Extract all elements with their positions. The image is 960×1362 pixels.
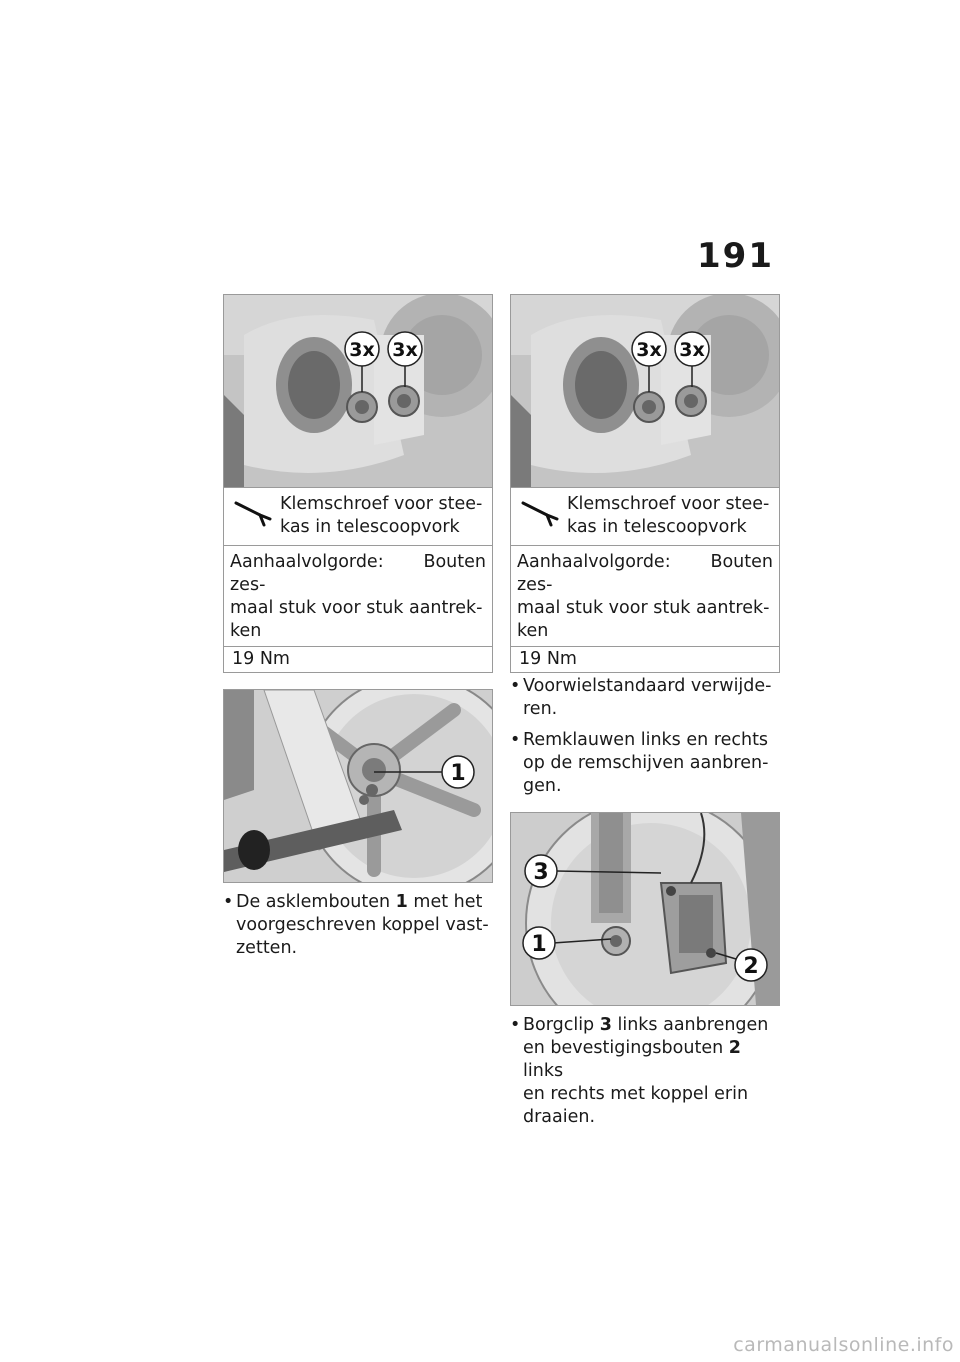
callout-3: 3 <box>533 860 549 885</box>
callout-3x-right-r: 3x <box>679 339 705 361</box>
fork-clamp-illustration-right <box>511 295 779 487</box>
bullet-line3: gen. <box>523 776 562 796</box>
bullet-line2-pre: en bevestigingsbouten <box>523 1038 729 1058</box>
axle-illustration <box>224 690 492 882</box>
spec-header <box>224 488 492 546</box>
bullet-text-pre: Borgclip <box>523 1015 600 1035</box>
bullet-line2: op de remschijven aanbren- <box>523 753 769 773</box>
bullet-dot: • <box>510 730 521 750</box>
right-column <box>510 294 780 1129</box>
spec-title-line1: Klemschroef voor stee- <box>280 494 483 514</box>
bullet-dot: • <box>510 676 521 696</box>
callout-1: 1 <box>531 932 547 957</box>
bullet-dot: • <box>223 892 234 912</box>
ref-number-3: 3 <box>599 1015 612 1035</box>
spec-header <box>511 488 779 546</box>
bullet-line2-post: links <box>523 1061 564 1081</box>
torque-wrench-icon <box>517 493 563 527</box>
left-column <box>223 294 493 960</box>
fork-clamp-figure <box>223 294 493 488</box>
caliper-figure <box>510 812 780 1006</box>
bullet-text-mid: links aanbrengen <box>611 1015 769 1035</box>
callout-3x-right: 3x <box>392 339 418 361</box>
callout-3x-left-r: 3x <box>636 339 662 361</box>
spec-torque-value: 19 Nm <box>519 649 577 669</box>
page-number: 191 <box>697 236 774 276</box>
callout-3x-left: 3x <box>349 339 375 361</box>
spec-sequence-line1: Aanhaalvolgorde: Bouten zes- <box>230 552 486 595</box>
spec-torque-value: 19 Nm <box>232 649 290 669</box>
spec-sequence <box>224 546 492 647</box>
left-bullet-axle-bolts <box>223 891 493 960</box>
bullet-text-post: met het <box>407 892 483 912</box>
ref-number-2: 2 <box>728 1038 741 1058</box>
spec-title-line1: Klemschroef voor stee- <box>567 494 770 514</box>
torque-spec-table <box>223 488 493 673</box>
bullet-line2: ren. <box>523 699 558 719</box>
axle-clamp-figure <box>223 689 493 883</box>
callout-2: 2 <box>743 954 759 979</box>
bullet-line3: zetten. <box>236 938 298 958</box>
bullet-line3: en rechts met koppel erin <box>523 1084 749 1104</box>
bullet-line1: Remklauwen links en rechts <box>523 730 769 750</box>
spec-sequence-line3: ken <box>517 621 549 641</box>
bullet-dot: • <box>510 1015 521 1035</box>
torque-spec-table-right <box>510 488 780 673</box>
spec-title-line2: kas in telescoopvork <box>280 517 460 537</box>
bullet-line1: Voorwielstandaard verwijde- <box>523 676 772 696</box>
right-bullet-clip <box>510 1014 780 1129</box>
bullet-text-pre: De asklembouten <box>236 892 396 912</box>
bullet-line4: draaien. <box>523 1107 596 1127</box>
callout-1-axle: 1 <box>450 761 466 786</box>
spec-sequence <box>511 546 779 647</box>
caliper-illustration <box>511 813 779 1005</box>
spec-sequence-line2: maal stuk voor stuk aantrek- <box>230 598 483 618</box>
bullet-line2: voorgeschreven koppel vast- <box>236 915 489 935</box>
torque-wrench-icon <box>230 493 276 527</box>
fork-clamp-illustration <box>224 295 492 487</box>
spec-sequence-line1: Aanhaalvolgorde: Bouten zes- <box>517 552 773 595</box>
spec-title-line2: kas in telescoopvork <box>567 517 747 537</box>
watermark: carmanualsonline.info <box>733 1334 954 1356</box>
fork-clamp-figure-right <box>510 294 780 488</box>
spec-sequence-line3: ken <box>230 621 262 641</box>
spec-sequence-line2: maal stuk voor stuk aantrek- <box>517 598 770 618</box>
right-bullet-calipers <box>510 729 780 798</box>
right-bullet-stand <box>510 675 780 721</box>
ref-number: 1 <box>395 892 408 912</box>
